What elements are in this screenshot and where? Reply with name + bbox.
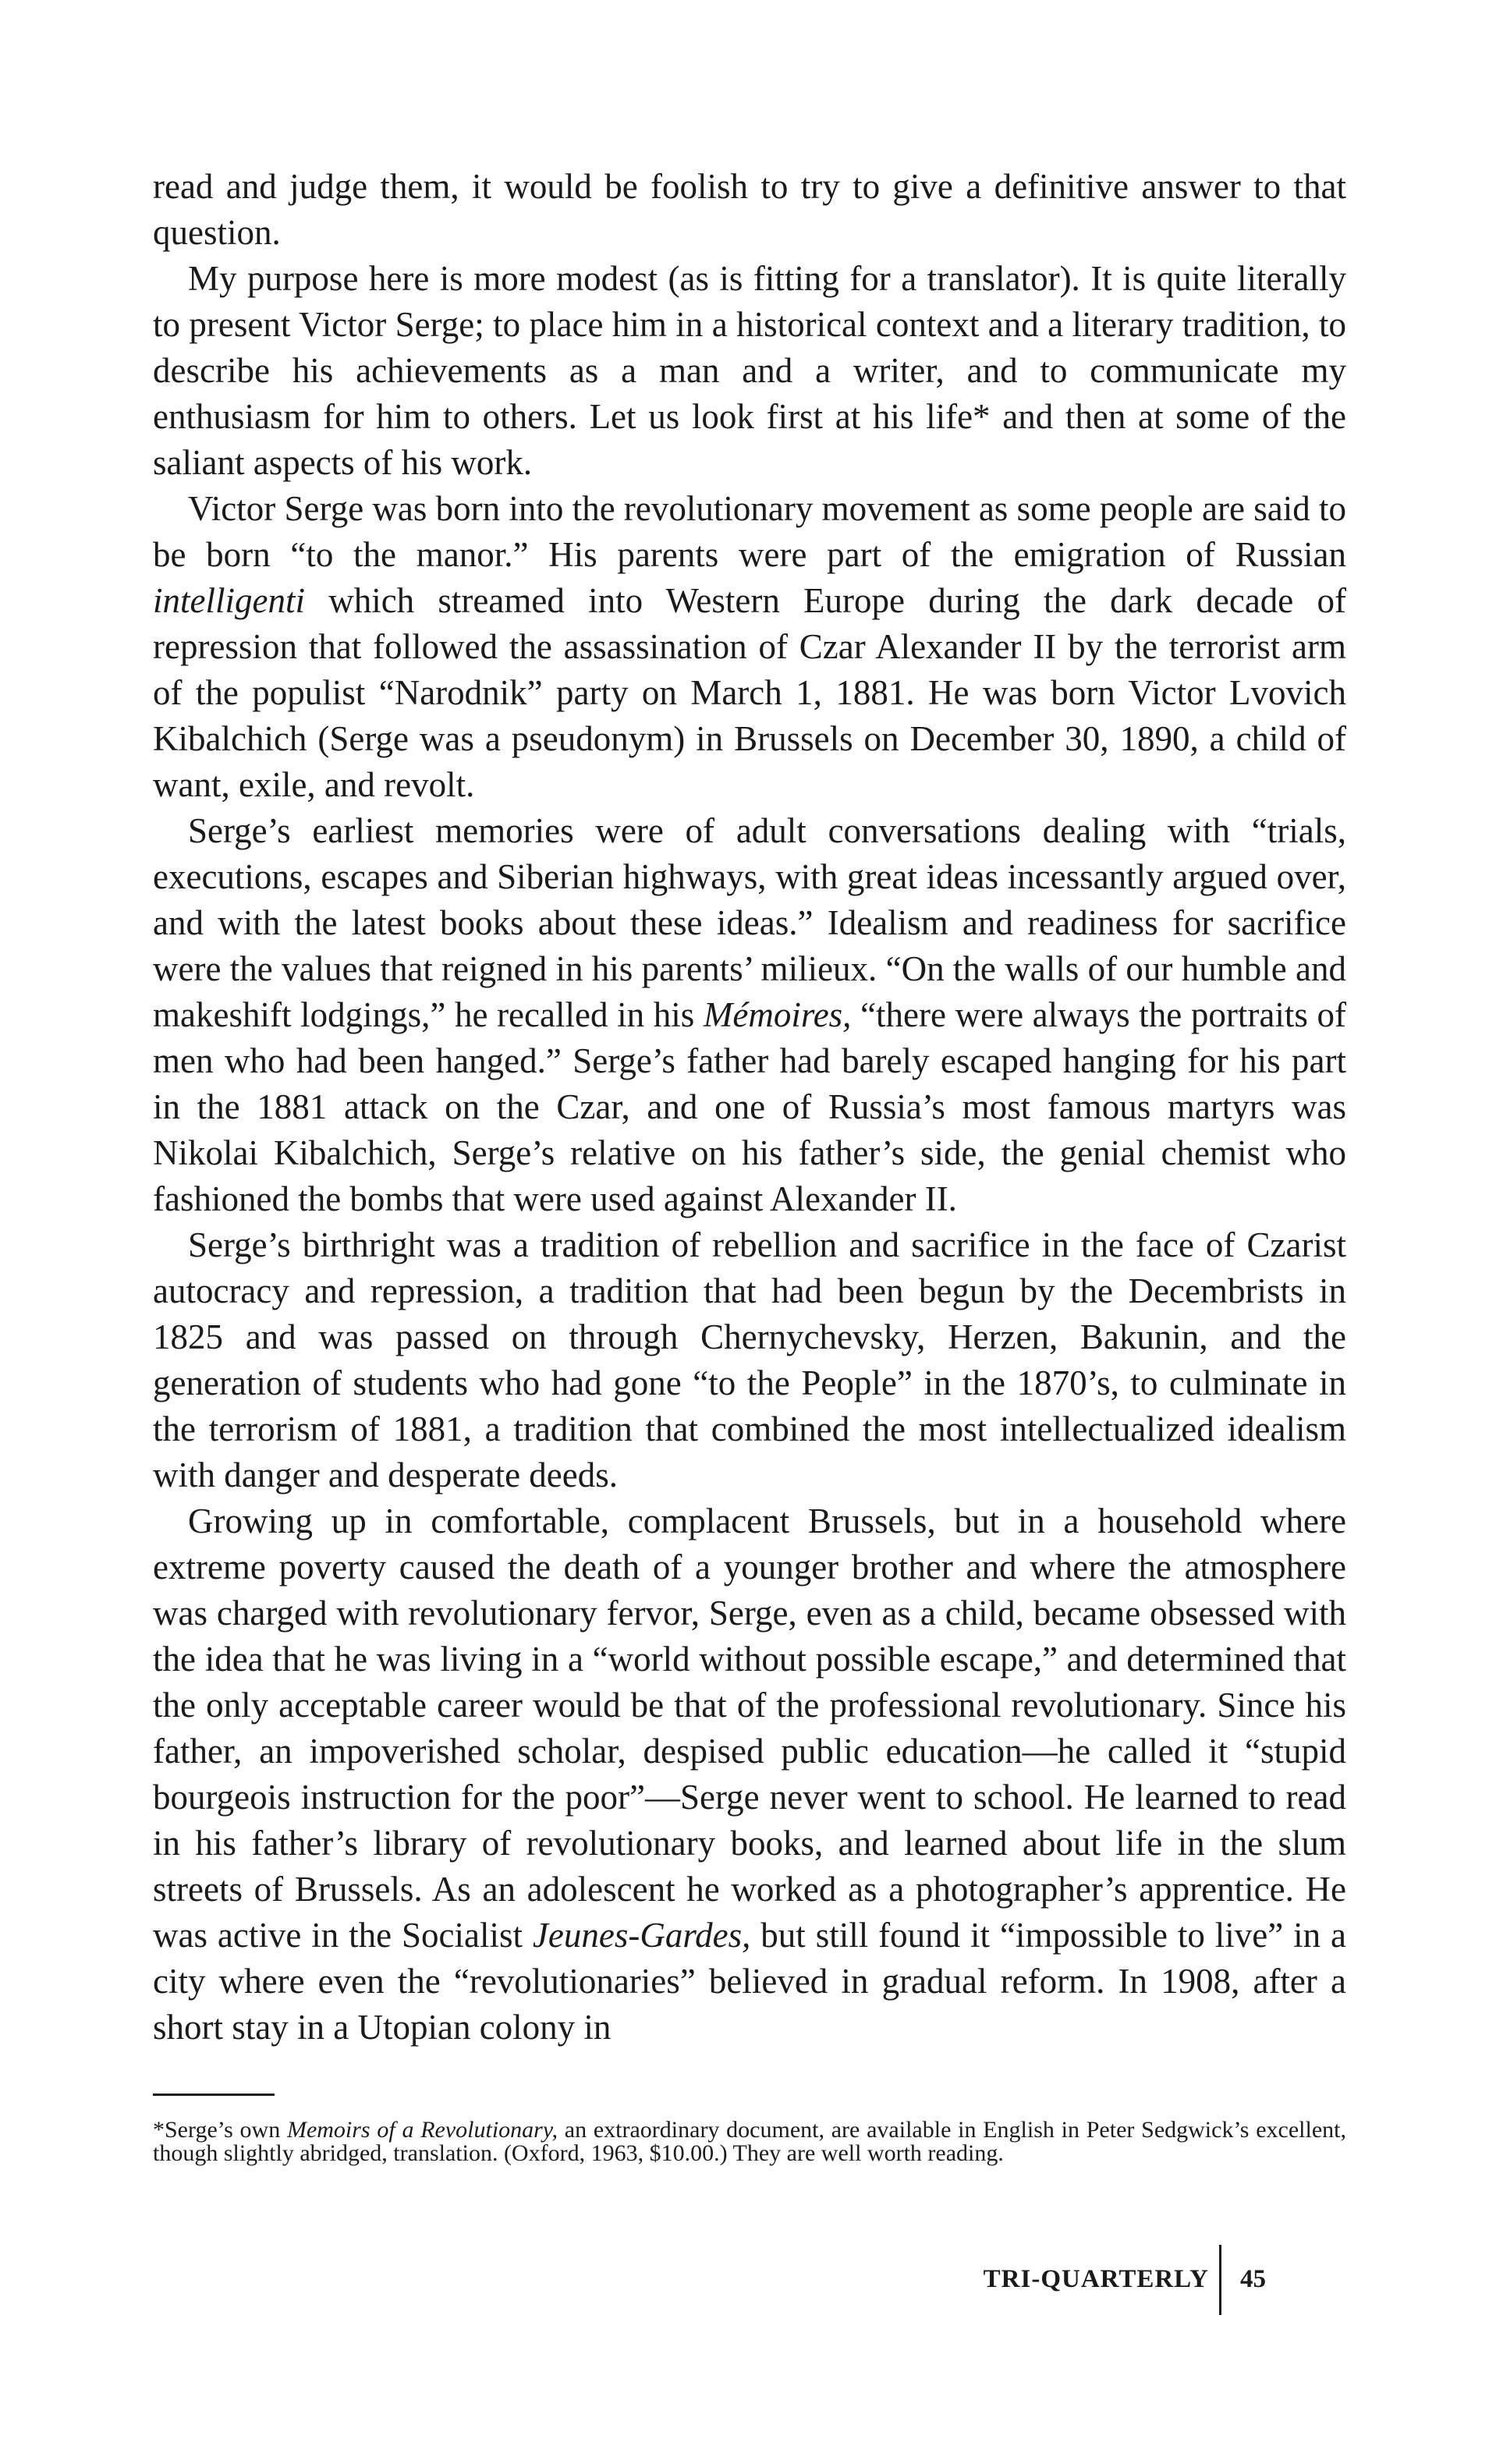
paragraph-text: “there were always the portraits of men who had been hanged.” Serge’s father had barely escaped hanging for his part in the 1881 attack on the Czar, and one of Russia’s most famous martyrs was Nikolai Kibalchich, Serge’s relative on his father’s side, the genial chemist who fashioned the bombs that were used against Alexander II. xyxy=(153,995,1346,1218)
footnote-text: *Serge’s own xyxy=(153,2117,287,2143)
page-number: 45 xyxy=(1240,2265,1266,2293)
paragraph-text: Growing up in comfortable, complacent Brussels, but in a household where extreme poverty caused the death of a younger brother and where the atmosphere was charged with revolutionary fervor, Serge, even as a child, became obsessed with the idea that he was living in a “world without possible escape,” and determined that the only acceptable career would be that of the professional revolutionary. Since his father, an impoverished scholar, despised public education—he called it “stupid bourgeois instruction for the poor”—Serge never went to school. He learned to read in his father’s library of revolutionary books, and learned about life in the slum streets of Brussels. As an adolescent he worked as a photographer’s apprentice. He was active in the Socialist xyxy=(153,1501,1346,1955)
italic-term: intelligenti xyxy=(153,581,305,620)
paragraph-6 xyxy=(153,1498,1346,2051)
paragraph-2 xyxy=(153,256,1346,486)
italic-title: Mémoires, xyxy=(703,995,852,1034)
footnote-italic-title: Memoirs of a Revolutionary, xyxy=(286,2117,558,2143)
paragraph-3 xyxy=(153,486,1346,808)
paragraph-text: Victor Serge was born into the revolutionary movement as some people are said to be born “to the manor.” His parents were part of the emigration of Russian xyxy=(153,489,1346,574)
paragraph-text: but still found it “impossible to live” in a city where even the “revolutionaries” believed in gradual reform. In 1908, after a short stay in a Utopian colony in xyxy=(153,1916,1346,2047)
paragraph-text: read and judge them, it would be foolish to try to give a definitive answer to that question. xyxy=(153,167,1346,252)
paragraph-text: Serge’s birthright was a tradition of rebellion and sacrifice in the face of Czarist autocracy and repression, a tradition that had been begun by the Decembrists in 1825 and was passed on through Chernychevsky, Herzen, Bakunin, and the generation of students who had gone “to the People” in the 1870’s, to culminate in the terrorism of 1881, a tradition that combined the most intellectualized idealism with danger and desperate deeds. xyxy=(153,1225,1346,1494)
paragraph-4 xyxy=(153,808,1346,1222)
paragraph-5 xyxy=(153,1222,1346,1498)
paragraph-1 xyxy=(153,164,1346,256)
paragraph-text: Serge’s earliest memories were of adult conversations dealing with “trials, executions, escapes and Siberian highways, with great ideas incessantly argued over, and with the latest books about these ideas.” Idealism and readiness for sacrifice were the values that reigned in his parents’ milieux. “On the walls of our humble and makeshift lodgings,” he recalled in his xyxy=(153,811,1346,1034)
italic-term: Jeunes-Gardes, xyxy=(532,1916,751,1955)
paragraph-text: which streamed into Western Europe during the dark decade of repression that followed the assassination of Czar Alexander II by the terrorist arm of the populist “Narodnik” party on March 1, 1881. He was born Victor Lvovich Kibalchich (Serge was a pseudonym) in Brussels on December 30, 1890, a child of want, exile, and revolt. xyxy=(153,581,1346,804)
paragraph-text: My purpose here is more modest (as is fitting for a translator). It is quite literally to present Victor Serge; to place him in a historical context and a literary tradition, to describe his achievements as a man and a writer, and to communicate my enthusiasm for him to others. Let us look first at his life* and then at some of the saliant aspects of his work. xyxy=(153,259,1346,482)
running-head: TRI-QUARTERLY xyxy=(983,2265,1209,2293)
body-text xyxy=(153,164,1346,2051)
footnote-text: an extraordinary document, are available in English in Peter Sedgwick’s excellent, though slightly abridged, translation. (Oxford, 1963, $10.00.) They are well worth reading. xyxy=(153,2117,1346,2166)
folio-divider xyxy=(1219,2245,1221,2315)
footnote-divider xyxy=(153,2094,275,2096)
page-footer xyxy=(0,2245,1496,2315)
footnote xyxy=(153,2118,1346,2165)
